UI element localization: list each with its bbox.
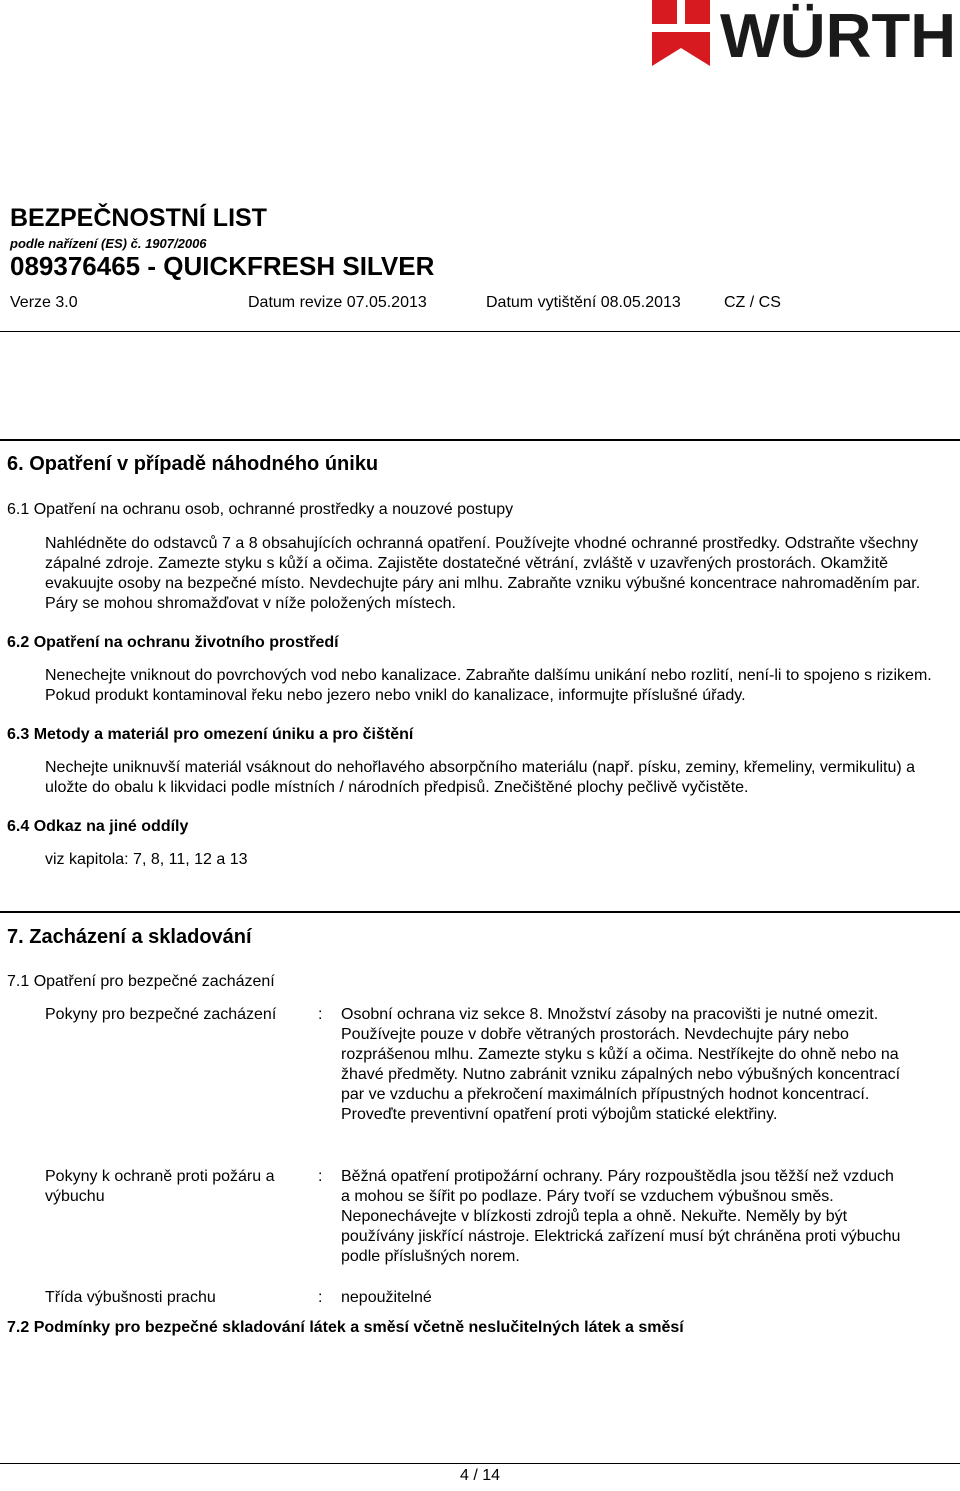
section-6-divider	[0, 439, 960, 441]
locale: CZ / CS	[724, 294, 781, 311]
section-6-title: 6. Opatření v případě náhodného úniku	[7, 453, 379, 475]
fire-protection-value: Běžná opatření protipožární ochrany. Páry rozpouštědla jsou těžší než vzduch a mohou se šířit po podlaze. Páry tvoří se vzduchem výbušnou směs. Neponechávejte v blízkosti zdrojů tepla a ohně. Nekuřte. Neměly by být používány jiskřící nástroje. Elektrická zařízení musí být chráněna proti výbuchu podle příslušných norem.	[341, 1168, 901, 1265]
fire-protection-label: Pokyny k ochraně proti požáru a výbuchu	[45, 1168, 275, 1205]
dust-class-value: nepoužitelné	[341, 1289, 432, 1306]
handling-colon: :	[318, 1006, 323, 1023]
header-divider	[0, 331, 960, 332]
handling-label: Pokyny pro bezpečné zacházení	[45, 1006, 277, 1023]
section-7-1-title: 7.1 Opatření pro bezpečné zacházení	[7, 973, 275, 990]
section-6-2-title: 6.2 Opatření na ochranu životního prostředí	[7, 634, 339, 651]
section-6-3-text: Nechejte uniknuvší materiál vsáknout do nehořlavého absorpčního materiálu (např. písku, zeminy, křemeliny, vermikulitu) a uložte do obalu k likvidaci podle místních / národních předpisů. Znečištěné plochy pečlivě vyčistěte.	[45, 759, 916, 796]
product-name: 089376465 - QUICKFRESH SILVER	[10, 251, 435, 281]
print-date: Datum vytištění 08.05.2013	[486, 294, 681, 311]
handling-value: Osobní ochrana viz sekce 8. Množství zásoby na pracovišti je nutné omezit. Používejte pouze v dobře větraných prostorách. Nevdechujte páry nebo rozprášenou mlhu. Zamezte styku s kůží a očima. Nestříkejte do ohně nebo na žhavé předměty. Nutno zabránit vzniku zápalných nebo výbušných koncentrací par ve vzduchu a překročení maximálních přípustných hodnot koncentrací. Proveďte preventivní opatření proti výbojům statické elektřiny.	[341, 1006, 901, 1123]
section-7-2-title: 7.2 Podmínky pro bezpečné skladování látek a směsí včetně neslučitelných látek a směsí	[7, 1319, 684, 1336]
section-7-title: 7. Zacházení a skladování	[7, 926, 252, 948]
wurth-logo	[648, 0, 958, 66]
section-6-3-title: 6.3 Metody a materiál pro omezení úniku a pro čištění	[7, 726, 414, 743]
section-6-1-text: Nahlédněte do odstavců 7 a 8 obsahujících ochranná opatření. Používejte vhodné ochranné prostředky. Odstraňte všechny zápalné zdroje. Zamezte styku s kůží a očima. Zajistěte dostatečné větrání, zvláště v uzavřených prostorách. Okamžitě evakuujte osoby na bezpečné místo. Nevdechujte páry ani mlhu. Zabraňte vzniku výbušné koncentrace nahromaděním par. Páry se mohou shromažďovat v níže položených místech.	[45, 535, 921, 612]
revision-date: Datum revize 07.05.2013	[248, 294, 427, 311]
dust-class-label: Třída výbušnosti prachu	[45, 1289, 216, 1306]
fire-protection-colon: :	[318, 1168, 323, 1185]
dust-class-colon: :	[318, 1289, 323, 1306]
page-number: 4 / 14	[459, 1467, 501, 1484]
section-6-4-title: 6.4 Odkaz na jiné oddíly	[7, 818, 189, 835]
document-title: BEZPEČNOSTNÍ LIST	[10, 204, 267, 232]
logo-text: WÜRTH	[720, 2, 956, 66]
section-6-2-text: Nenechejte vniknout do povrchových vod nebo kanalizace. Zabraňte dalšímu unikání nebo rozlití, není-li to spojeno s rizikem. Pokud produkt kontaminoval řeku nebo jezero nebo vnikl do kanalizace, informujte příslušné úřady.	[45, 667, 932, 704]
section-6-1-title: 6.1 Opatření na ochranu osob, ochranné prostředky a nouzové postupy	[7, 501, 514, 518]
version: Verze 3.0	[10, 294, 78, 311]
footer-divider	[0, 1463, 960, 1464]
regulation-subtitle: podle nařízení (ES) č. 1907/2006	[10, 236, 207, 251]
section-6-4-text: viz kapitola: 7, 8, 11, 12 a 13	[45, 851, 248, 868]
section-7-divider	[0, 911, 960, 913]
